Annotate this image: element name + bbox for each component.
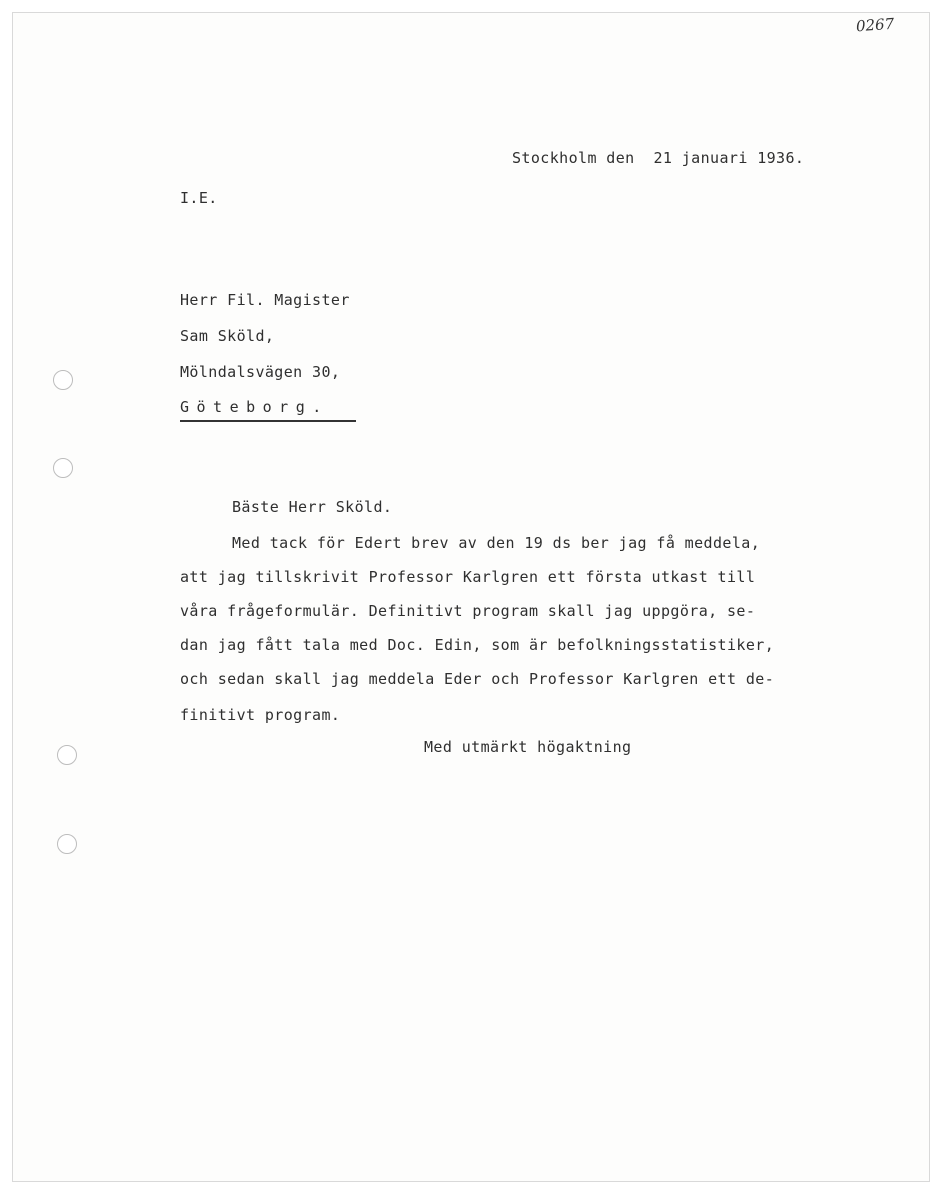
body-line-2: att jag tillskrivit Professor Karlgren ett första utkast till bbox=[180, 568, 756, 586]
punch-hole bbox=[53, 370, 73, 390]
punch-hole bbox=[57, 745, 77, 765]
punch-hole bbox=[57, 834, 77, 854]
salutation: Bäste Herr Sköld. bbox=[232, 498, 393, 516]
punch-hole bbox=[53, 458, 73, 478]
letter-page bbox=[12, 12, 930, 1182]
body-line-3: våra frågeformulär. Definitivt program skall jag uppgöra, se- bbox=[180, 602, 756, 620]
archive-number: 0267 bbox=[855, 14, 895, 36]
body-line-5: och sedan skall jag meddela Eder och Professor Karlgren ett de- bbox=[180, 670, 775, 688]
city-underline bbox=[180, 420, 356, 422]
recipient-city: Göteborg. bbox=[180, 398, 329, 416]
recipient-name: Sam Sköld, bbox=[180, 327, 275, 345]
body-line-6: finitivt program. bbox=[180, 706, 341, 724]
recipient-title: Herr Fil. Magister bbox=[180, 291, 350, 309]
body-line-1: Med tack för Edert brev av den 19 ds ber jag få meddela, bbox=[232, 534, 761, 552]
closing: Med utmärkt högaktning bbox=[424, 738, 632, 756]
reference-initials: I.E. bbox=[180, 189, 218, 207]
body-line-4: dan jag fått tala med Doc. Edin, som är befolkningsstatistiker, bbox=[180, 636, 775, 654]
dateline: Stockholm den 21 januari 1936. bbox=[512, 149, 805, 167]
recipient-street: Mölndalsvägen 30, bbox=[180, 363, 341, 381]
